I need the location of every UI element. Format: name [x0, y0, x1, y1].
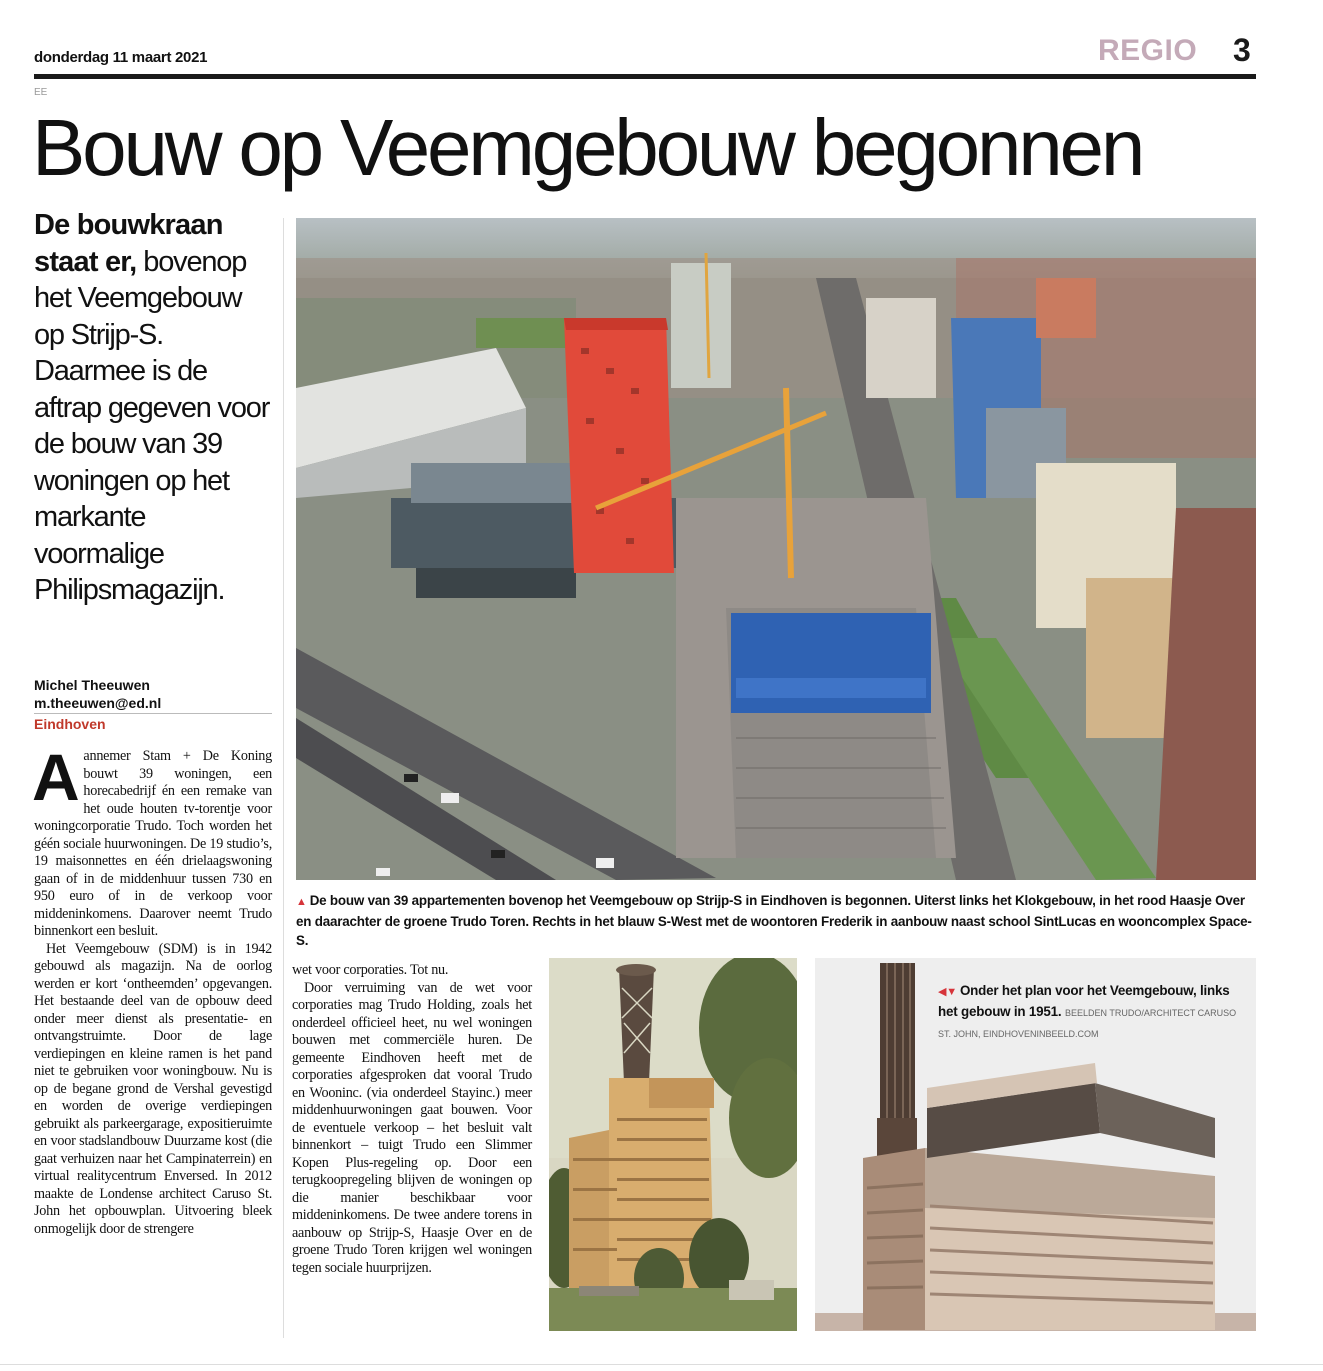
- intro-text: bovenop het Veemgebouw op Strijp-S. Daarmee is de aftrap gegeven voor de bouw van 39 woningen op het markante voormalige Philipsmagazijn.: [34, 245, 270, 606]
- caption-text: De bouw van 39 appartementen bovenop het Veemgebouw op Strijp-S in Eindhoven is begonnen. Uiterst links het Klokgebouw, in het rood Haasje Over en daarachter de groene Trudo Toren. Rechts in het blauw S-West met de woontoren Frederik in aanbouw naast school SintLucas en wooncomplex Space-S.: [296, 893, 1252, 948]
- author-email[interactable]: m.theeuwen@ed.nl: [34, 695, 162, 711]
- author-name: Michel Theeuwen: [34, 677, 150, 693]
- headline: Bouw op Veemgebouw begonnen: [32, 103, 1143, 192]
- intro-bold: De bouwkraan staat er,: [34, 209, 223, 278]
- body-paragraph: [32, 740, 272, 941]
- triangle-left-down-icon: ◀▼: [938, 986, 957, 998]
- body-paragraph: Door verruiming van de wet voor corporaties mag Trudo Holding, zoals het onderdeel officieel heet, nu wel woningen bouwen met commerciële huren. De gemeente Eindhoven heeft met de corporaties afgesproken dat vooral Trudo en Wooninc. (via onderdeel Stayinc.) meer middenhuurwoningen gaat bouwen. Voor de eventuele verkoop – het besluit valt binnenkort – tuigt Trudo een Slimmer Kopen Plus-regeling op. Door een terugkoopregeling blijven de woningen op die manier beschikbaar voor middeninkomens. De twee andere torens in aanbouw op Strijp-S, Haasje Over en de groene Trudo Toren krijgen wel woningen tegen sociale huurprijzen.: [292, 979, 532, 1276]
- byline-rule: [34, 713, 272, 714]
- aerial-photo: [296, 218, 1256, 880]
- historic-photo: [549, 958, 797, 1331]
- body-column-2: [292, 962, 532, 1277]
- page-bottom-rule: [0, 1364, 1323, 1365]
- dropcap: A: [32, 740, 80, 814]
- page-number: 3: [1233, 32, 1251, 68]
- body-column-1: [32, 740, 272, 1238]
- header-rule: [34, 74, 1256, 79]
- edition-code: EE: [34, 87, 48, 98]
- secondary-caption: [938, 981, 1238, 1044]
- paragraph-text: annemer Stam + De Koning bouwt 39 woningen, een horecabedrijf én een remake van het oude houten tv-torentje voor woningcorporatie Trudo. Toch worden het géén sociale huurwoningen. De 19 studio’s, 19 maisonnettes en één drielaagswoning gaan of in de middenhuur tussen 730 en 950 euro of in de verkoop voor middeninkomens. Daarover neemt Trudo binnenkort een besluit.: [34, 748, 272, 939]
- body-paragraph: wet voor corporaties. Tot nu.: [292, 962, 449, 978]
- photo-caption: [296, 891, 1258, 950]
- section-label: REGIO: [1098, 34, 1198, 67]
- intro: [34, 207, 274, 609]
- caption-text: Onder het plan voor het Veemgebouw, links het gebouw in 1951.: [938, 983, 1230, 1019]
- issue-date: donderdag 11 maart 2021: [34, 49, 208, 66]
- triangle-up-icon: ▲: [296, 896, 307, 908]
- dateline: Eindhoven: [34, 716, 106, 732]
- column-rule: [283, 218, 284, 1338]
- photo-credit: BEELDEN TRUDO/ARCHITECT CARUSO ST. JOHN, EINDHOVENINBEELD.COM: [938, 1008, 1237, 1039]
- byline: [34, 676, 161, 712]
- body-paragraph: Het Veemgebouw (SDM) is in 1942 gebouwd als magazijn. Na de oorlog werden er kort ‘ontheemden’ opgevangen. Het bestaande deel van de opbouw deed onder meer dienst als presentatie- en ontvangstruimte. Door de lage verdiepingen en kleine ramen is het pand niet te gebruiken voor woningbouw. Nu is op de begane grond de Vershal gevestigd en worden de overige verdiepingen gebruikt als parkeergarage, expositieruimte en voor stadslandbouw Duurzame kost (die gaat verhuizen naar het Campinaterrein) en virtual realitycentrum Enversed. In 2012 maakte de Londense architect Caruso St. John het opbouwplan. Uitvoering bleek onmogelijk door de strengere: [34, 940, 272, 1237]
